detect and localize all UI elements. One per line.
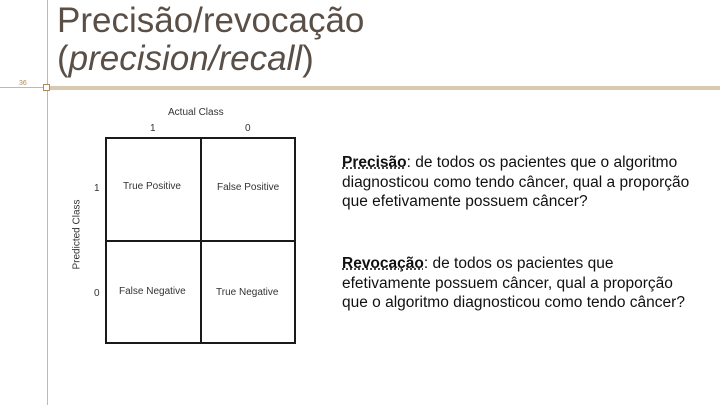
title-line-2: [57, 40, 364, 78]
slide-title: [57, 2, 364, 78]
recall-text: : de todos os pacientes que efetivamente possuem câncer, qual a proporção que o algoritmo diagnosticou como tendo câncer?: [342, 255, 685, 311]
title-open-paren: (: [57, 39, 69, 78]
title-rule-left: [0, 87, 47, 88]
matrix-divider-horizontal: [105, 240, 296, 242]
cell-true-negative: True Negative: [216, 287, 279, 298]
predicted-class-label: Predicted Class: [71, 199, 83, 270]
title-close-paren: ): [302, 39, 314, 78]
precision-text: : de todos os pacientes que o algoritmo diagnosticou como tendo câncer, qual a proporção que efetivamente possuem câncer?: [342, 154, 690, 210]
precision-term: Precisão: [342, 154, 407, 171]
left-rule: [47, 0, 48, 405]
row-label-1: 1: [94, 183, 100, 194]
recall-definition: [342, 254, 702, 313]
recall-term: Revocação: [342, 255, 424, 272]
precision-definition: [342, 153, 702, 212]
col-label-1: 1: [150, 123, 156, 134]
title-line-1: Precisão/revocação: [57, 1, 365, 40]
title-rule: [47, 86, 720, 90]
cell-true-positive: True Positive: [123, 181, 181, 192]
cell-false-positive: False Positive: [217, 182, 280, 193]
actual-class-label: Actual Class: [168, 107, 224, 118]
col-label-0: 0: [245, 123, 251, 134]
title-italic: precision/recall: [68, 39, 303, 78]
cell-false-negative: False Negative: [119, 286, 186, 297]
slide-number: 36: [19, 80, 27, 87]
title-rule-marker: [43, 84, 50, 91]
row-label-0: 0: [94, 288, 100, 299]
